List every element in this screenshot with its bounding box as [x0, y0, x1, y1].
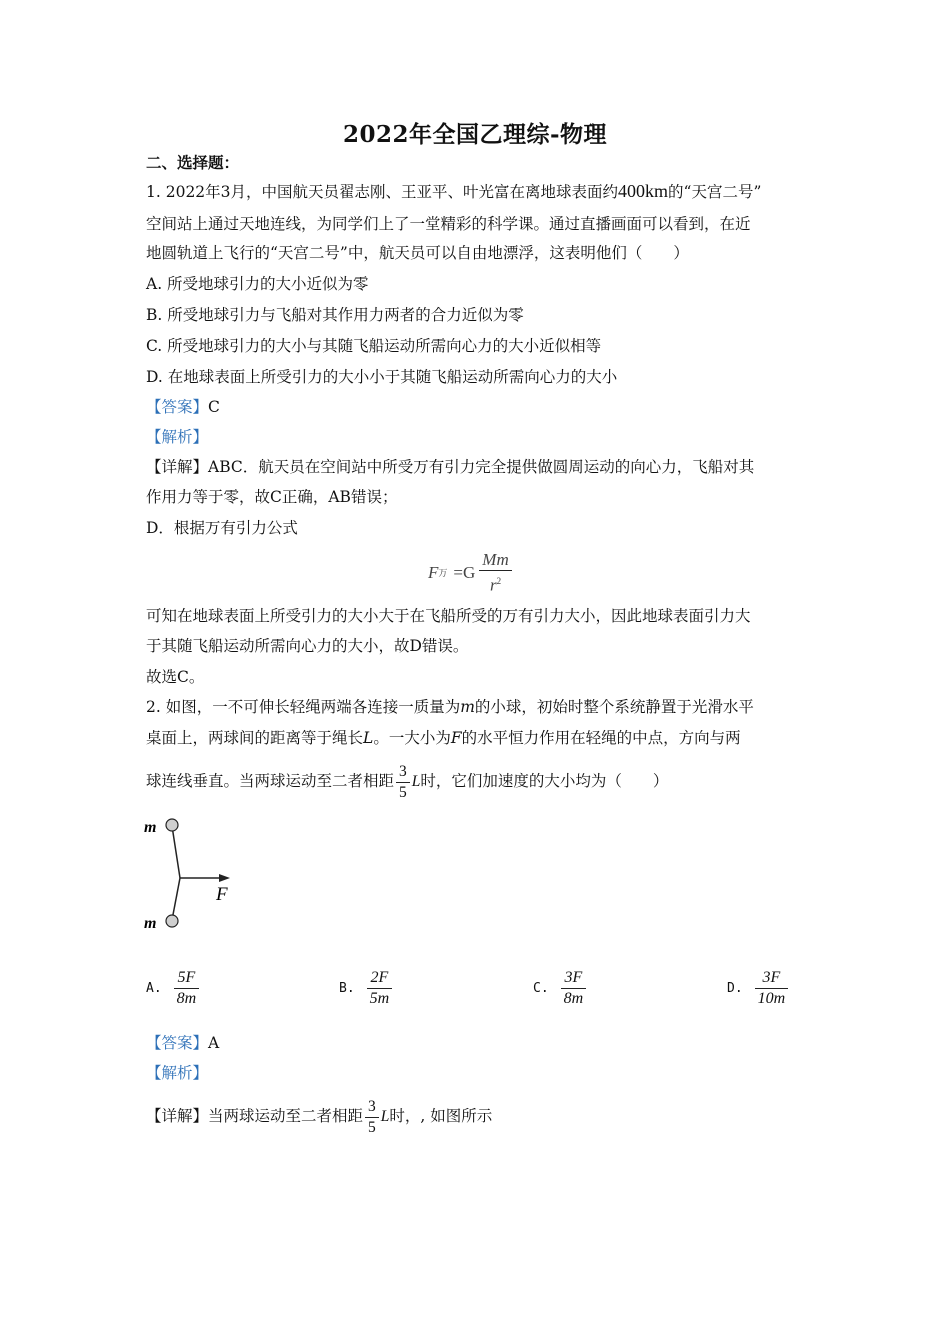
q1-detail-line4: 可知在地球表面上所受引力的大小大于在飞船所受的万有引力大小，因此地球表面引力大 — [146, 607, 751, 625]
q2-option-b — [339, 968, 394, 1009]
option-den: 8m — [176, 990, 197, 1007]
option-label: B. — [339, 981, 355, 996]
q2-text: 的水平恒力作用在轻绳的中点，方向与两 — [461, 729, 741, 747]
q1-stem-line3: 地圆轨道上飞行的“天宫二号”中，航天员可以自由地漂浮，这表明他们（ ） — [146, 244, 689, 262]
detail-tag: 【详解】 — [146, 458, 209, 476]
detail-tag: 【详解】 — [146, 1107, 209, 1125]
frac-den: 5 — [399, 783, 407, 801]
q2-var-F: F — [450, 729, 462, 747]
q1-stem-line2: 空间站上通过天地连线，为同学们上了一堂精彩的科学课。通过直播画面可以看到，在近 — [146, 215, 751, 233]
ball-bottom — [166, 915, 178, 927]
q2-analysis-tag: 【解析】 — [146, 1064, 209, 1082]
formula-r: r — [489, 575, 497, 595]
q1-detail-line3: D．根据万有引力公式 — [146, 519, 298, 537]
q2-var-L: L — [380, 1108, 390, 1125]
detail-text: 当两球运动至二者相距 — [208, 1107, 364, 1125]
answer-value: C — [208, 398, 220, 416]
label-m-top: m — [144, 819, 157, 836]
section-heading: 二、选择题： — [146, 153, 240, 172]
option-den: 8m — [563, 990, 584, 1007]
option-fraction — [755, 968, 789, 1009]
q2-var-L: L — [411, 773, 421, 790]
label-m-bottom: m — [144, 915, 157, 932]
answer-tag: 【答案】 — [146, 398, 209, 416]
formula-lhs: F — [428, 562, 439, 582]
q2-text: 时，它们加速度的大小均为（ ） — [420, 772, 669, 790]
option-label: D. — [727, 981, 743, 996]
q2-var-m: m — [460, 698, 475, 716]
q2-figure — [140, 814, 250, 938]
option-num: 2F — [367, 968, 393, 989]
q1-option-d: D. 在地球表面上所受引力的大小小于其随飞船运动所需向心力的大小 — [146, 368, 618, 386]
q2-stem-line1 — [146, 696, 806, 718]
answer-value: A — [208, 1034, 220, 1052]
q1-distance: 400km — [618, 181, 669, 201]
formula-fraction — [479, 550, 511, 596]
frac-num: 3 — [396, 762, 410, 783]
formula-subscript: 万 — [438, 568, 448, 579]
answer-tag: 【答案】 — [146, 1034, 209, 1052]
q1-option-a: A. 所受地球引力的大小近似为零 — [146, 275, 369, 293]
option-den: 5m — [369, 990, 390, 1007]
formula-eq: =G — [453, 562, 476, 582]
rope-diagram — [140, 814, 250, 934]
q2-text: 桌面上，两球间的距离等于绳长 — [146, 729, 364, 747]
q2-option-a — [146, 968, 201, 1009]
option-label: A. — [146, 981, 162, 996]
q2-text: 的小球，初始时整个系统静置于光滑水平 — [474, 698, 754, 716]
q1-text: 的“天宫二号” — [668, 183, 762, 201]
q2-text: 球连线垂直。当两球运动至二者相距 — [146, 772, 395, 790]
option-fraction — [174, 968, 200, 1009]
q2-option-c — [533, 968, 588, 1009]
gravitation-formula — [428, 550, 514, 596]
option-num: 3F — [755, 968, 789, 989]
formula-denominator — [479, 571, 511, 596]
option-fraction — [367, 968, 393, 1009]
q2-detail-line1 — [146, 1094, 806, 1139]
q1-answer — [146, 396, 806, 418]
q1-option-c: C. 所受地球引力的大小与其随飞船运动所需向心力的大小近似相等 — [146, 337, 602, 355]
ball-top — [166, 819, 178, 831]
q1-text: 1. 2022年3月，中国航天员翟志刚、王亚平、叶光富在离地球表面约 — [146, 183, 619, 201]
q2-fraction — [396, 762, 410, 803]
q2-text: 。一大小为 — [373, 729, 451, 747]
q1-analysis-tag: 【解析】 — [146, 428, 209, 446]
q1-option-b: B. 所受地球引力与飞船对其作用力两者的合力近似为零 — [146, 306, 524, 324]
q1-detail-line1 — [146, 456, 806, 478]
q2-option-d — [727, 968, 790, 1009]
option-den: 10m — [757, 990, 786, 1007]
frac-num: 3 — [365, 1097, 379, 1118]
formula-exponent: 2 — [496, 576, 502, 586]
q2-answer — [146, 1032, 806, 1054]
q2-stem-line2 — [146, 727, 806, 749]
q2-var-L: L — [363, 729, 374, 747]
option-label: C. — [533, 981, 549, 996]
q1-detail-line2: 作用力等于零，故C正确，AB错误； — [146, 488, 398, 506]
q2-text: 2. 如图，一不可伸长轻绳两端各连接一质量为 — [146, 698, 461, 716]
q1-stem-line1 — [146, 180, 806, 203]
q2-stem-line3 — [146, 760, 806, 803]
q2-detail-fraction — [365, 1097, 379, 1138]
label-F: F — [216, 884, 228, 905]
detail-text: 时，, 如图所示 — [389, 1107, 493, 1125]
frac-den: 5 — [368, 1118, 376, 1136]
option-num: 3F — [561, 968, 587, 989]
detail-text: ABC．航天员在空间站中所受万有引力完全提供做圆周运动的向心力，飞船对其 — [208, 458, 755, 476]
option-num: 5F — [174, 968, 200, 989]
option-fraction — [561, 968, 587, 1009]
q1-detail-line6: 故选C。 — [146, 668, 205, 686]
page-title: 2022年全国乙理综-物理 — [342, 121, 608, 148]
formula-numerator: Mm — [479, 550, 511, 571]
q1-detail-line5: 于其随飞船运动所需向心力的大小，故D错误。 — [146, 637, 469, 655]
